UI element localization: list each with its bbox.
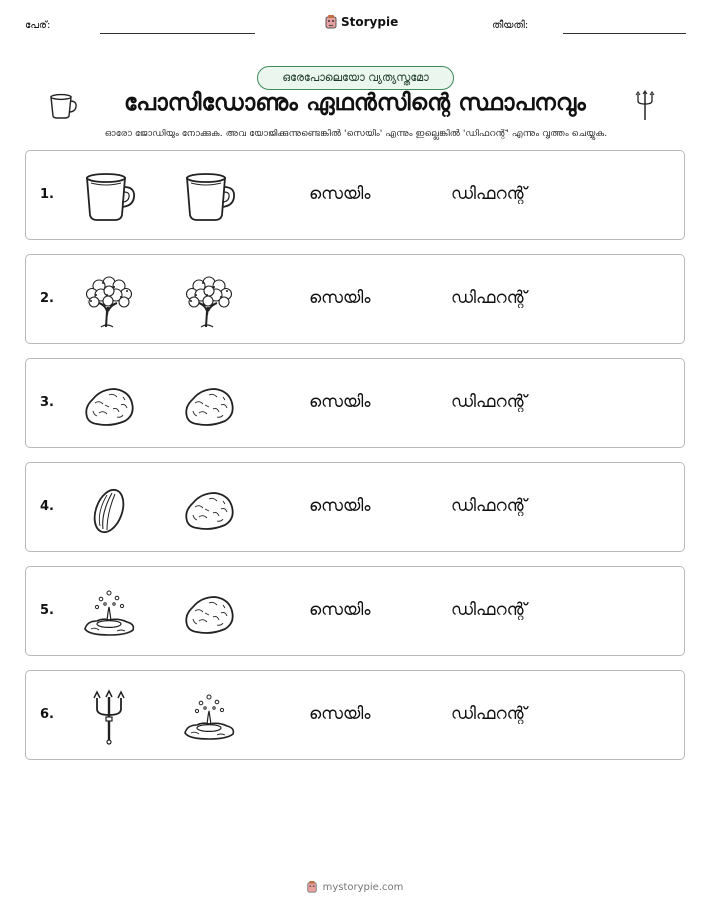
date-label: തീയതി:: [492, 20, 529, 31]
same-option[interactable]: സെയിം: [309, 392, 371, 412]
brand-name: Storypie: [341, 15, 399, 29]
cup-icon: [181, 169, 237, 225]
name-line[interactable]: [100, 33, 255, 34]
trident-icon: [81, 689, 137, 745]
spring-icon: [181, 689, 237, 745]
exercise-row: [25, 254, 685, 344]
row-number: 1.: [40, 187, 54, 202]
spring-icon: [81, 585, 137, 641]
cup-icon: [48, 92, 78, 120]
page-title: പോസിഡോണും ഏഥൻസിന്റെ സ്ഥാപനവും: [123, 90, 587, 116]
olive-tree-icon: [81, 273, 137, 329]
different-option[interactable]: ഡിഫറന്റ്: [451, 288, 527, 308]
different-option[interactable]: ഡിഫറന്റ്: [451, 704, 527, 724]
exercise-row: [25, 670, 685, 760]
exercise-row: [25, 462, 685, 552]
rock-icon: [181, 585, 237, 641]
worksheet-type-badge: ഒരേപോലെയോ വ്യത്യസ്തമോ: [257, 66, 454, 90]
exercise-row: [25, 566, 685, 656]
olive-icon: [81, 481, 137, 537]
same-option[interactable]: സെയിം: [309, 496, 371, 516]
name-label: പേര്:: [25, 20, 51, 31]
title-row: [0, 90, 709, 122]
cup-icon: [81, 169, 137, 225]
different-option[interactable]: ഡിഫറന്റ്: [451, 392, 527, 412]
same-option[interactable]: സെയിം: [309, 704, 371, 724]
rock-icon: [81, 377, 137, 433]
rock-icon: [181, 377, 237, 433]
same-option[interactable]: സെയിം: [309, 184, 371, 204]
exercise-row: [25, 358, 685, 448]
row-number: 5.: [40, 603, 54, 618]
exercise-row: [25, 150, 685, 240]
brand: [324, 14, 398, 30]
exercise-list: [25, 150, 685, 774]
storypie-logo-icon: [306, 880, 318, 894]
different-option[interactable]: ഡിഫറന്റ്: [451, 496, 527, 516]
footer: [0, 880, 709, 894]
row-number: 2.: [40, 291, 54, 306]
instructions: ഓരോ ജോഡിയും നോക്കുക. അവ യോജിക്കുന്നുണ്ടെങ്കിൽ 'സെയിം' എന്നും ഇല്ലെങ്കിൽ 'ഡിഫറന്റ്' എന്നും വൃത്തം ചെയ്യുക.: [104, 128, 608, 139]
row-number: 4.: [40, 499, 54, 514]
footer-url[interactable]: mystorypie.com: [322, 881, 404, 893]
same-option[interactable]: സെയിം: [309, 600, 371, 620]
date-line[interactable]: [563, 33, 686, 34]
olive-tree-icon: [181, 273, 237, 329]
storypie-logo-icon: [324, 14, 338, 30]
rock-icon: [181, 481, 237, 537]
different-option[interactable]: ഡിഫറന്റ്: [451, 184, 527, 204]
row-number: 3.: [40, 395, 54, 410]
page-header: [0, 14, 709, 38]
row-number: 6.: [40, 707, 54, 722]
different-option[interactable]: ഡിഫറന്റ്: [451, 600, 527, 620]
same-option[interactable]: സെയിം: [309, 288, 371, 308]
trident-icon: [634, 90, 656, 122]
